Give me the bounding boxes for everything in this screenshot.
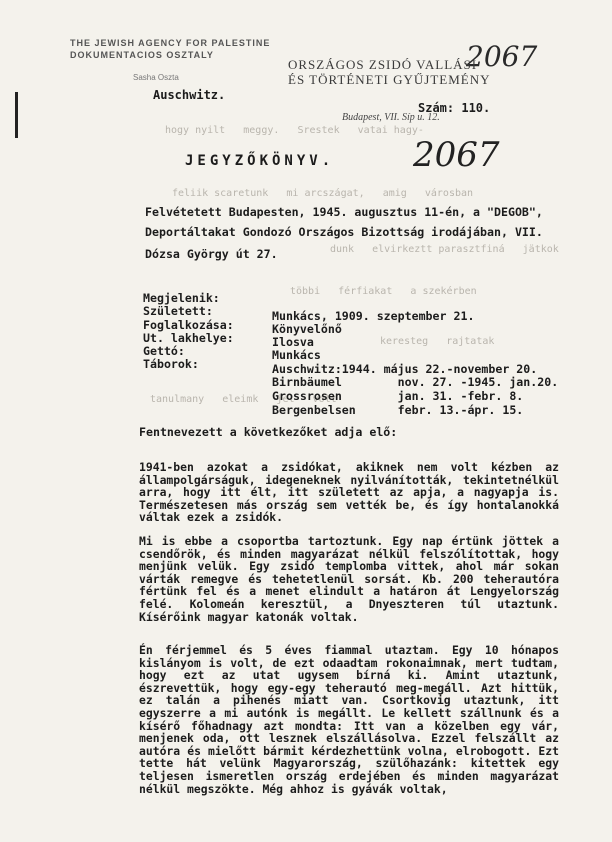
document-number: Szám: 110.	[418, 101, 491, 115]
archive-stamp	[70, 37, 270, 61]
bleed-through-text: feliik scaretunk mi arcszágat, amig városban	[172, 188, 474, 199]
personal-value: Munkács	[272, 348, 321, 362]
personal-value: Auschwitz:1944. május 22.-november 20.	[272, 362, 538, 376]
bleed-through-text: tanulmany eleimk jel volt	[150, 394, 337, 405]
intro-line: Felvétetett Budapesten, 1945. augusztus 11-én, a "DEGOB",	[145, 205, 543, 219]
personal-label: Táborok:	[143, 357, 199, 371]
intro-line: Dózsa György út 27.	[145, 247, 278, 261]
personal-label: Született:	[143, 304, 213, 318]
personal-label: Foglalkozása:	[143, 318, 234, 332]
institution-address: Budapest, VII. Síp u. 12.	[342, 112, 440, 123]
personal-label: Gettó:	[143, 344, 185, 358]
bleed-through-text: hogy nyilt meggy. Srestek vatai hagy-	[165, 125, 424, 136]
bleed-through-text: többi férfiakat a szekérben	[290, 286, 477, 297]
personal-label: Ut. lakhelye:	[143, 331, 234, 345]
margin-mark	[15, 92, 18, 138]
camp-entry: Grossrosen jan. 31. -febr. 8.	[272, 389, 524, 403]
statement-paragraph: Én férjemmel és 5 éves fiammal utaztam. Egy 10 hónapos kislányom is volt, de ezt odaadtam rokonaimnak, mert tudtam, hogy ezt az utat ugysem bírná ki. Amint utaztunk, észrevettük, hogy egy-egy teherautó meg-megáll. Azt hittük, ez talán a pihenés miatt van. Csortkovig utaztunk, itt egyszerre a mi autónk is megállt. Le kellett szállnunk és a kísérő főhadnagy azt mondta: Itt van a közelben egy vár, menjenek oda, ott lesznek elszállásolva. Ezzel felszállt az autóra és mielőtt bármit kérdezhettünk volna, elrobogott. Ezt tette hát velünk Magyarország, szülőhazánk: kitettek egy teljesen ismeretlen ország erdejében és minden magyarázat nélkül megszökte. Még ahhoz is gyávák voltak,	[139, 643, 559, 796]
personal-value: Munkács, 1909. szeptember 21.	[272, 309, 475, 323]
document-title: JEGYZŐKÖNYV.	[185, 153, 335, 169]
personal-value: Ilosva	[272, 335, 314, 349]
archive-stamp-line1: THE JEWISH AGENCY FOR PALESTINE	[70, 38, 271, 48]
handwritten-number-title: 2067	[413, 135, 500, 175]
camp-entry: Bergenbelsen febr. 13.-ápr. 15.	[272, 403, 524, 417]
camp-heading: Auschwitz.	[153, 88, 226, 102]
institution-line2: ÉS TÖRTÉNETI GYŰJTEMÉNY	[288, 72, 491, 87]
statement-paragraph: Mi is ebbe a csoportba tartoztunk. Egy nap értünk jöttek a csendőrök, és minden magyarázat nélkül felszólítottak, hogy menjünk velük. Egy zsidó templomba vittek, ahol már sokan várták remegve és tehetetlenül sorsát. Kb. 200 teherautóra fértünk fel és a menet elindult a határon át Lengyelország felé. Kolomeán keresztül, a Dnyeszteren túl utaztunk. Kísérőink magyar katonák voltak.	[139, 534, 559, 624]
bleed-through-text: keresteg rajtatak	[380, 336, 495, 347]
statement-intro: Fentnevezett a következőket adja elő:	[139, 425, 398, 439]
handwritten-number-top: 2067	[466, 40, 538, 73]
statement-paragraph: 1941-ben azokat a zsidókat, akiknek nem volt kézben az állampolgárságuk, idegeneknek nyilvánították, tekintetnélkül arra, hogy itt élt, itt született az apja, a nagyapja is. Természetesen más ország sem vették be, és így hontalanokká váltak ezek a zsidók.	[139, 460, 559, 525]
personal-value: Könyvelőnő	[272, 322, 342, 336]
camp-entry: Birnbäumel nov. 27. -1945. jan.20.	[272, 375, 559, 389]
institution-stamp	[288, 57, 491, 87]
archive-stamp-line2: DOKUMENTACIOS OSZTALY	[70, 50, 214, 60]
personal-label: Megjelenik:	[143, 291, 220, 305]
intro-line: Deportáltakat Gondozó Országos Bizottság irodájában, VII.	[145, 225, 543, 239]
bleed-through-text: dunk elvirkeztt parasztfiná jätkok	[330, 244, 559, 255]
institution-line1: ORSZÁGOS ZSIDÓ VALLÁSI	[288, 57, 478, 72]
archive-stamp-line3: Sasha Oszta	[133, 73, 179, 82]
